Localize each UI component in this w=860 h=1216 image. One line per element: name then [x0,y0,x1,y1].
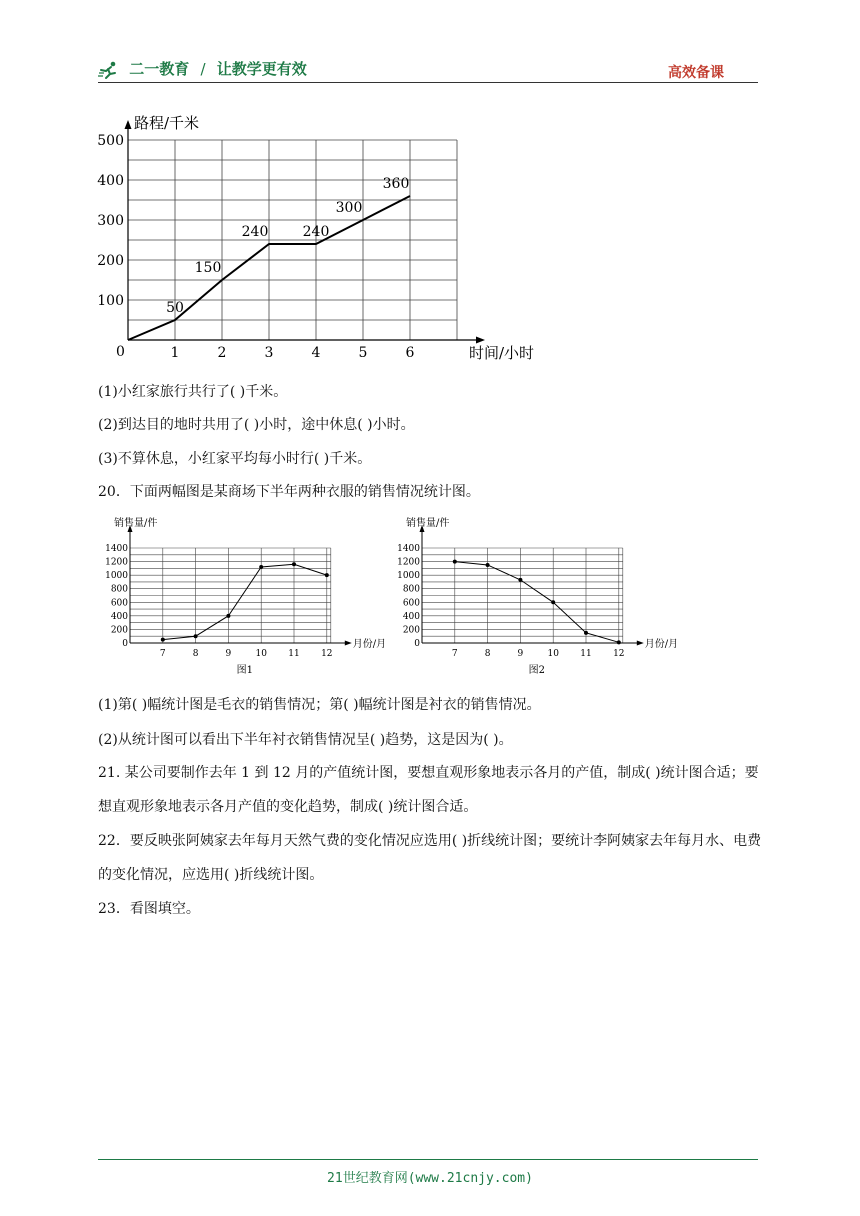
y-tick-label: 300 [97,213,124,229]
x-axis-arrow-icon [345,641,352,646]
header-divider [98,82,758,83]
series-line [455,562,619,643]
data-label: 300 [335,200,363,216]
header-right-label: 高效备课 [668,65,724,81]
y-tick-label: 400 [110,611,128,622]
x-axis-arrow-icon [637,641,644,646]
question-19-3: (3)不算休息，小红家平均每小时行( )千米。 [98,451,372,467]
x-tick-label: 2 [217,345,227,361]
figure-caption: 图1 [236,665,253,676]
y-axis-arrow-icon [125,120,132,129]
y-tick-label: 200 [110,625,128,636]
question-22: 22．要反映张阿姨家去年每月天然气费的变化情况应选用( )折线统计图；要统计李阿姨家去年每月水、电费的变化情况，应选用( )折线统计图。 [98,833,762,883]
y-tick-label: 400 [402,611,420,622]
question-20-1: (1)第( )幅统计图是毛衣的销售情况；第( )幅统计图是衬衣的销售情况。 [98,697,541,713]
sales-chart-figure-2 [396,512,686,684]
y-tick-label: 800 [110,584,128,595]
x-tick-label: 10 [547,649,559,659]
x-tick-label: 5 [358,345,368,361]
question-19-2: (2)到达目的地时共用了( )小时，途中休息( )小时。 [98,417,415,433]
brand-name: 二一教育 [129,60,190,78]
figure-caption: 图2 [528,665,545,676]
data-point [617,640,621,644]
x-tick-label: 11 [288,649,300,659]
data-point [325,573,329,577]
x-tick-label: 10 [255,649,267,659]
page-header [98,56,758,84]
data-point [551,600,555,604]
x-tick-label: 7 [159,649,166,659]
x-tick-label: 6 [405,345,415,361]
y-axis-label: 路程/千米 [134,114,200,132]
x-tick-label: 3 [264,345,274,361]
y-tick-label: 500 [97,133,124,149]
runner-logo-icon [98,61,120,79]
x-tick-label: 9 [517,649,524,659]
x-tick-label: 9 [225,649,232,659]
y-tick-label: 400 [97,173,124,189]
data-label: 50 [166,300,184,316]
footer-divider [98,1159,758,1160]
x-axis-label: 月份/月 [644,639,679,650]
y-tick-label: 1200 [105,557,128,568]
x-tick-label: 4 [311,345,321,361]
y-tick-label: 0 [414,639,420,649]
y-tick-label: 1200 [397,557,420,568]
question-21: 21. 某公司要制作去年 1 到 12 月的产值统计图，要想直观形象地表示各月的产值，制成( )统计图合适；要想直观形象地表示各月产值的变化趋势，制成( )统计图合适。 [98,765,759,815]
x-tick-label: 8 [192,649,199,659]
y-tick-label: 800 [402,584,420,595]
y-axis-label: 销售量/件 [406,518,450,529]
brand-slogan: 让教学更有效 [216,60,307,78]
data-point [453,560,457,564]
x-tick-label: 8 [484,649,491,659]
y-tick-label: 100 [97,293,124,309]
data-point [486,563,490,567]
data-point [194,634,198,638]
y-tick-label: 0 [122,639,128,649]
brand-separator: / [200,60,206,78]
y-axis-label: 销售量/件 [114,518,158,529]
footer-text: 21世纪教育网(www.21cnjy.com) [327,1171,533,1186]
data-point [518,578,522,582]
data-point [259,565,263,569]
x-axis-label: 时间/小时 [469,344,535,362]
y-tick-label: 1000 [105,571,128,582]
y-tick-label: 600 [402,598,420,609]
x-axis-label: 月份/月 [352,639,387,650]
data-point [584,631,588,635]
question-19-1: (1)小红家旅行共行了( )千米。 [98,384,288,400]
x-tick-label: 12 [613,649,625,659]
data-label: 240 [241,224,269,240]
sales-chart-figure-1 [104,512,394,684]
data-point [161,638,165,642]
y-tick-label: 1400 [397,544,420,554]
y-tick-label: 200 [97,253,124,269]
x-tick-label: 0 [116,344,125,360]
x-axis-arrow-icon [476,337,485,344]
x-tick-label: 1 [170,345,180,361]
data-label: 150 [194,260,222,276]
y-tick-label: 200 [402,625,420,636]
distance-time-chart [96,108,535,366]
brand [98,58,307,79]
series-line [163,564,327,639]
y-tick-label: 1400 [105,544,128,554]
data-point [292,562,296,566]
x-tick-label: 11 [580,649,592,659]
question-20-2: (2)从统计图可以看出下半年衬衣销售情况呈( )趋势，这是因为( )。 [98,732,513,748]
data-label: 240 [302,224,330,240]
question-20: 20．下面两幅图是某商场下半年两种衣服的销售情况统计图。 [98,484,480,500]
x-tick-label: 7 [451,649,458,659]
question-23: 23．看图填空。 [98,901,200,917]
x-tick-label: 12 [321,649,333,659]
data-label: 360 [382,176,410,192]
y-tick-label: 1000 [397,571,420,582]
y-tick-label: 600 [110,598,128,609]
data-point [226,614,230,618]
